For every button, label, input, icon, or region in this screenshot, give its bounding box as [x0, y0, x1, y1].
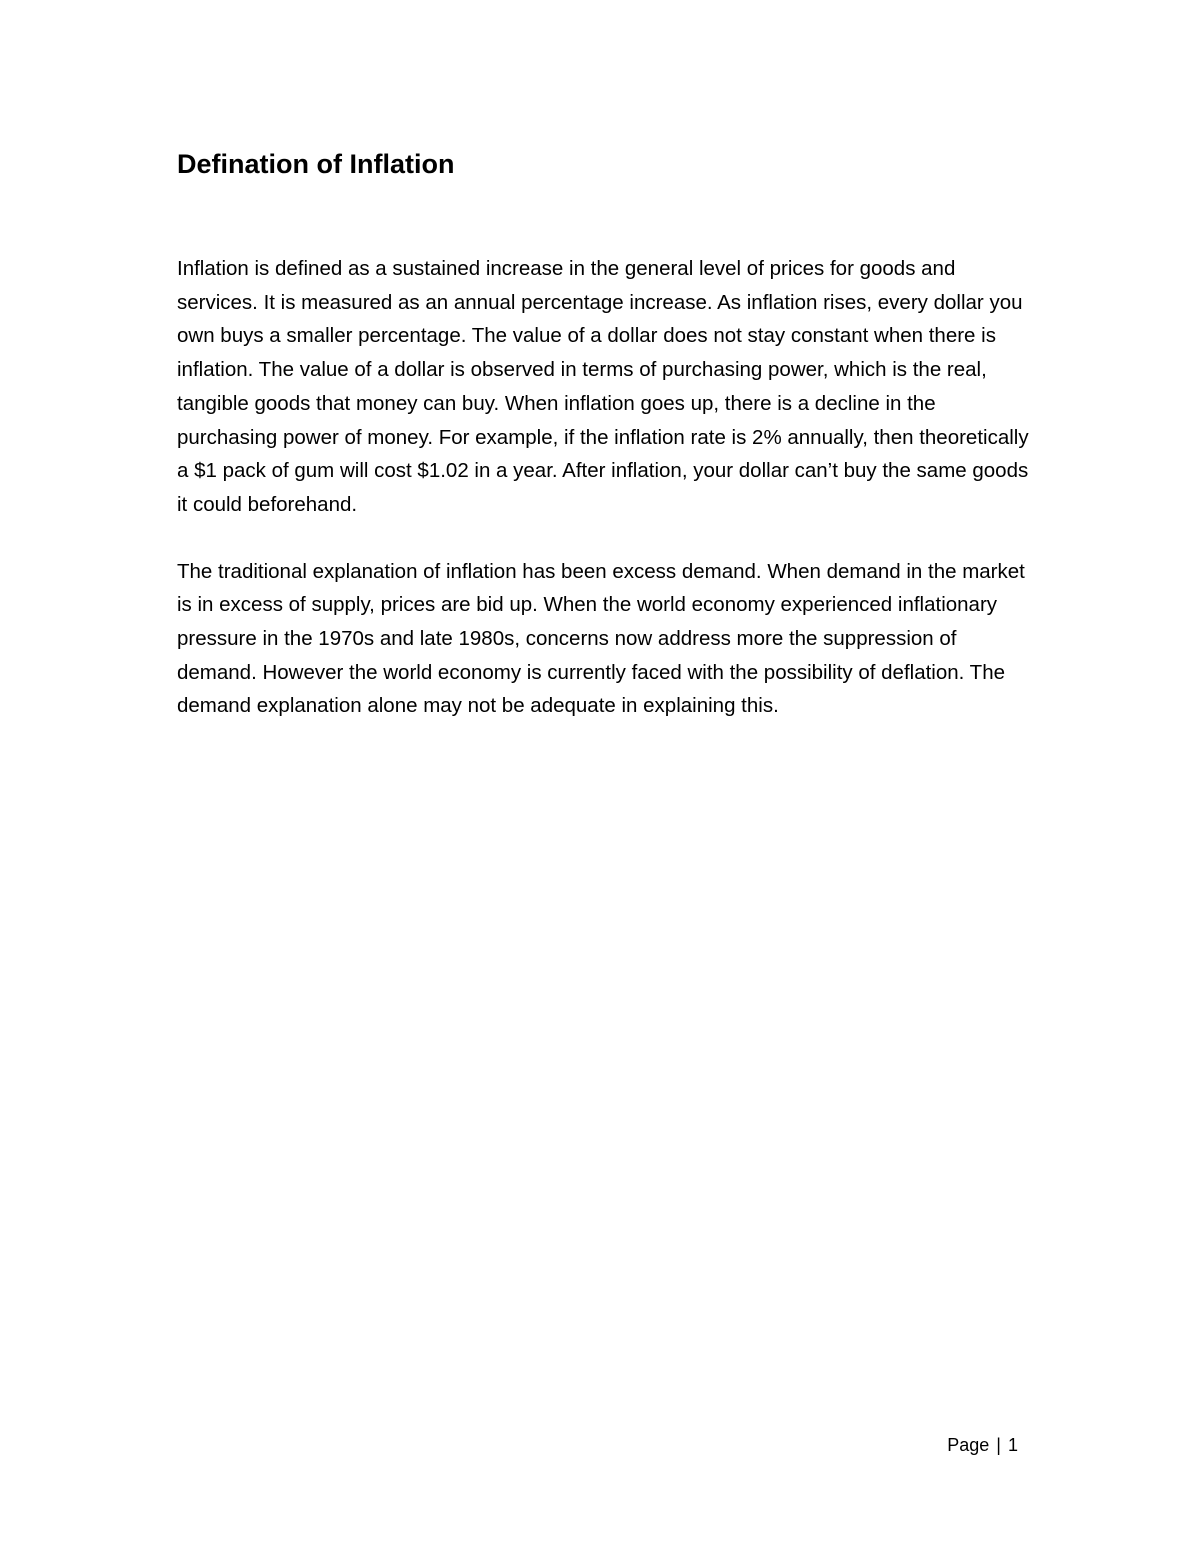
document-body [177, 146, 1037, 723]
paragraph-explanation: The traditional explanation of inflation has been excess demand. When demand in the market is in excess of supply, prices are bid up. When the world economy experienced inflationary pressure in the 1970s and late 1980s, concerns now address more the suppression of demand. However the world economy is currently faced with the possibility of deflation. The demand explanation alone may not be adequate in explaining this. [177, 559, 1025, 718]
paragraph-definition: Inflation is defined as a sustained increase in the general level of prices for goods and services. It is measured as an annual percentage increase. As inflation rises, every dollar you own buys a smaller percentage. The value of a dollar does not stay constant when there is inflation. The value of a dollar is observed in terms of purchasing power, which is the real, tangible goods that money can buy. When inflation goes up, there is a decline in the purchasing power of money. For example, if the inflation rate is 2% annually, then theoretically a $1 pack of gum will cost $1.02 in a year. After inflation, your dollar can’t buy the same goods it could beforehand. [177, 257, 1029, 516]
page-number: 1 [1007, 1435, 1018, 1455]
page-separator: | [996, 1435, 1001, 1455]
document-title: Defination of Inflation [177, 149, 455, 179]
page-footer [947, 1432, 1018, 1458]
page-label: Page [947, 1435, 990, 1455]
